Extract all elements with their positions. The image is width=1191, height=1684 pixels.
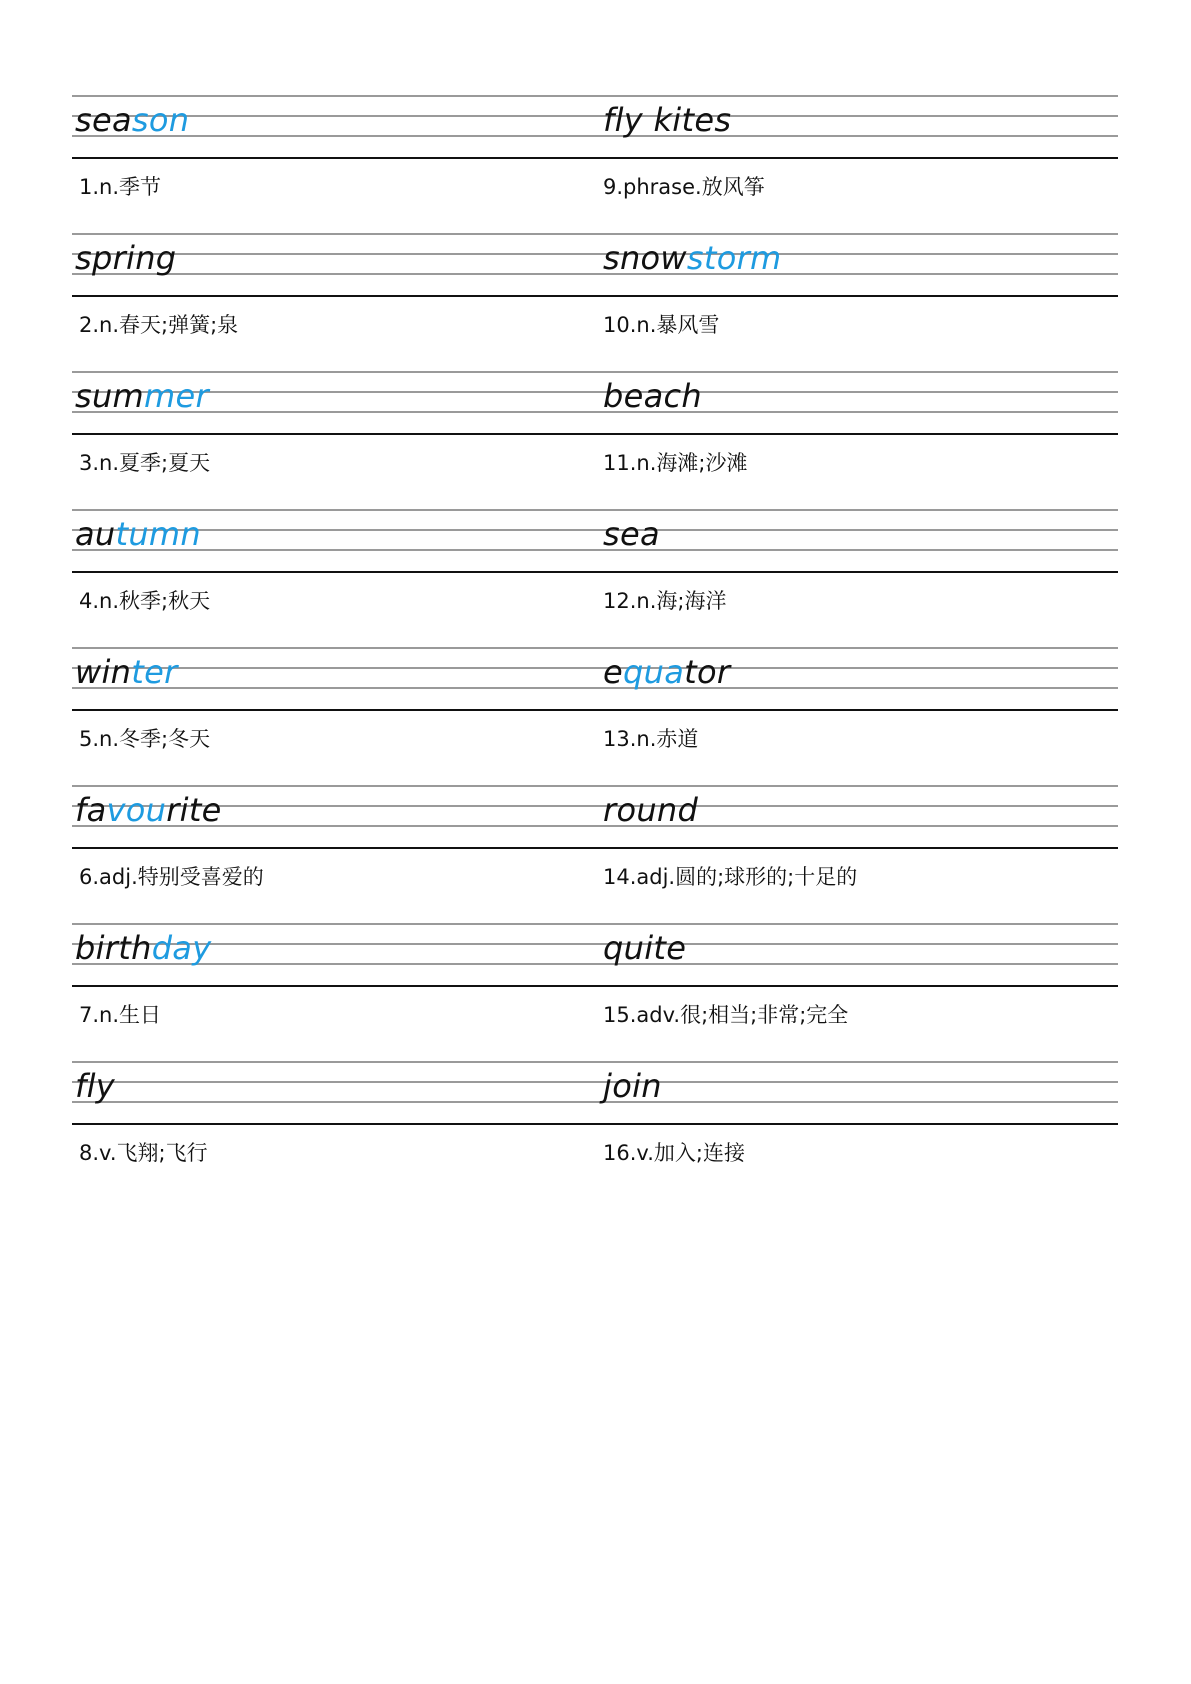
guide-line <box>72 923 1118 925</box>
vocab-word: favourite <box>75 791 222 829</box>
guide-line <box>72 1081 1118 1083</box>
guide-line <box>72 273 1118 275</box>
base-line <box>72 985 1118 987</box>
guide-line <box>72 943 1118 945</box>
guide-line <box>72 371 1118 373</box>
guide-line <box>72 411 1118 413</box>
vocab-definition: 1.n.季节 <box>79 175 162 199</box>
vocab-definition: 4.n.秋季;秋天 <box>79 589 211 613</box>
vocab-row <box>72 233 1118 371</box>
vocab-word: spring <box>75 239 177 277</box>
base-line <box>72 847 1118 849</box>
base-line <box>72 295 1118 297</box>
vocab-definition: 3.n.夏季;夏天 <box>79 451 211 475</box>
vocab-definition: 14.adj.圆的;球形的;十足的 <box>603 865 858 889</box>
base-line <box>72 571 1118 573</box>
guide-line <box>72 825 1118 827</box>
vocab-word: season <box>75 101 190 139</box>
vocab-definition: 10.n.暴风雪 <box>603 313 720 337</box>
vocab-definition: 12.n.海;海洋 <box>603 589 727 613</box>
vocab-word: birthday <box>75 929 212 967</box>
guide-line <box>72 1101 1118 1103</box>
base-line <box>72 709 1118 711</box>
guide-line <box>72 1061 1118 1063</box>
guide-line <box>72 963 1118 965</box>
guide-line <box>72 805 1118 807</box>
base-line <box>72 433 1118 435</box>
vocab-row <box>72 923 1118 1061</box>
guide-line <box>72 529 1118 531</box>
vocab-row <box>72 647 1118 785</box>
guide-line <box>72 135 1118 137</box>
vocab-definition: 15.adv.很;相当;非常;完全 <box>603 1003 849 1027</box>
vocab-word: quite <box>603 929 687 967</box>
vocab-row <box>72 1061 1118 1199</box>
vocab-definition: 6.adj.特别受喜爱的 <box>79 865 264 889</box>
vocab-row <box>72 785 1118 923</box>
vocab-word: equator <box>603 653 731 691</box>
base-line <box>72 1123 1118 1125</box>
vocab-word: summer <box>75 377 209 415</box>
vocab-word: snowstorm <box>603 239 782 277</box>
vocab-word: fly <box>75 1067 115 1105</box>
vocab-definition: 8.v.飞翔;飞行 <box>79 1141 208 1165</box>
guide-line <box>72 647 1118 649</box>
vocab-definition: 7.n.生日 <box>79 1003 162 1027</box>
base-line <box>72 157 1118 159</box>
vocab-word: beach <box>603 377 702 415</box>
vocab-definition: 16.v.加入;连接 <box>603 1141 745 1165</box>
guide-line <box>72 785 1118 787</box>
vocab-row <box>72 95 1118 233</box>
guide-line <box>72 509 1118 511</box>
guide-line <box>72 253 1118 255</box>
guide-line <box>72 95 1118 97</box>
guide-line <box>72 391 1118 393</box>
vocab-word: autumn <box>75 515 201 553</box>
guide-line <box>72 667 1118 669</box>
vocab-word: sea <box>603 515 660 553</box>
guide-line <box>72 233 1118 235</box>
guide-line <box>72 687 1118 689</box>
vocab-definition: 2.n.春天;弹簧;泉 <box>79 313 239 337</box>
vocab-definition: 5.n.冬季;冬天 <box>79 727 211 751</box>
vocab-word: join <box>603 1067 662 1105</box>
vocab-row <box>72 509 1118 647</box>
vocab-definition: 13.n.赤道 <box>603 727 699 751</box>
guide-line <box>72 115 1118 117</box>
vocab-definition: 9.phrase.放风筝 <box>603 175 765 199</box>
vocab-word: winter <box>75 653 178 691</box>
guide-line <box>72 549 1118 551</box>
vocab-definition: 11.n.海滩;沙滩 <box>603 451 748 475</box>
vocab-word: fly kites <box>603 101 732 139</box>
vocab-word: round <box>603 791 699 829</box>
vocab-row <box>72 371 1118 509</box>
